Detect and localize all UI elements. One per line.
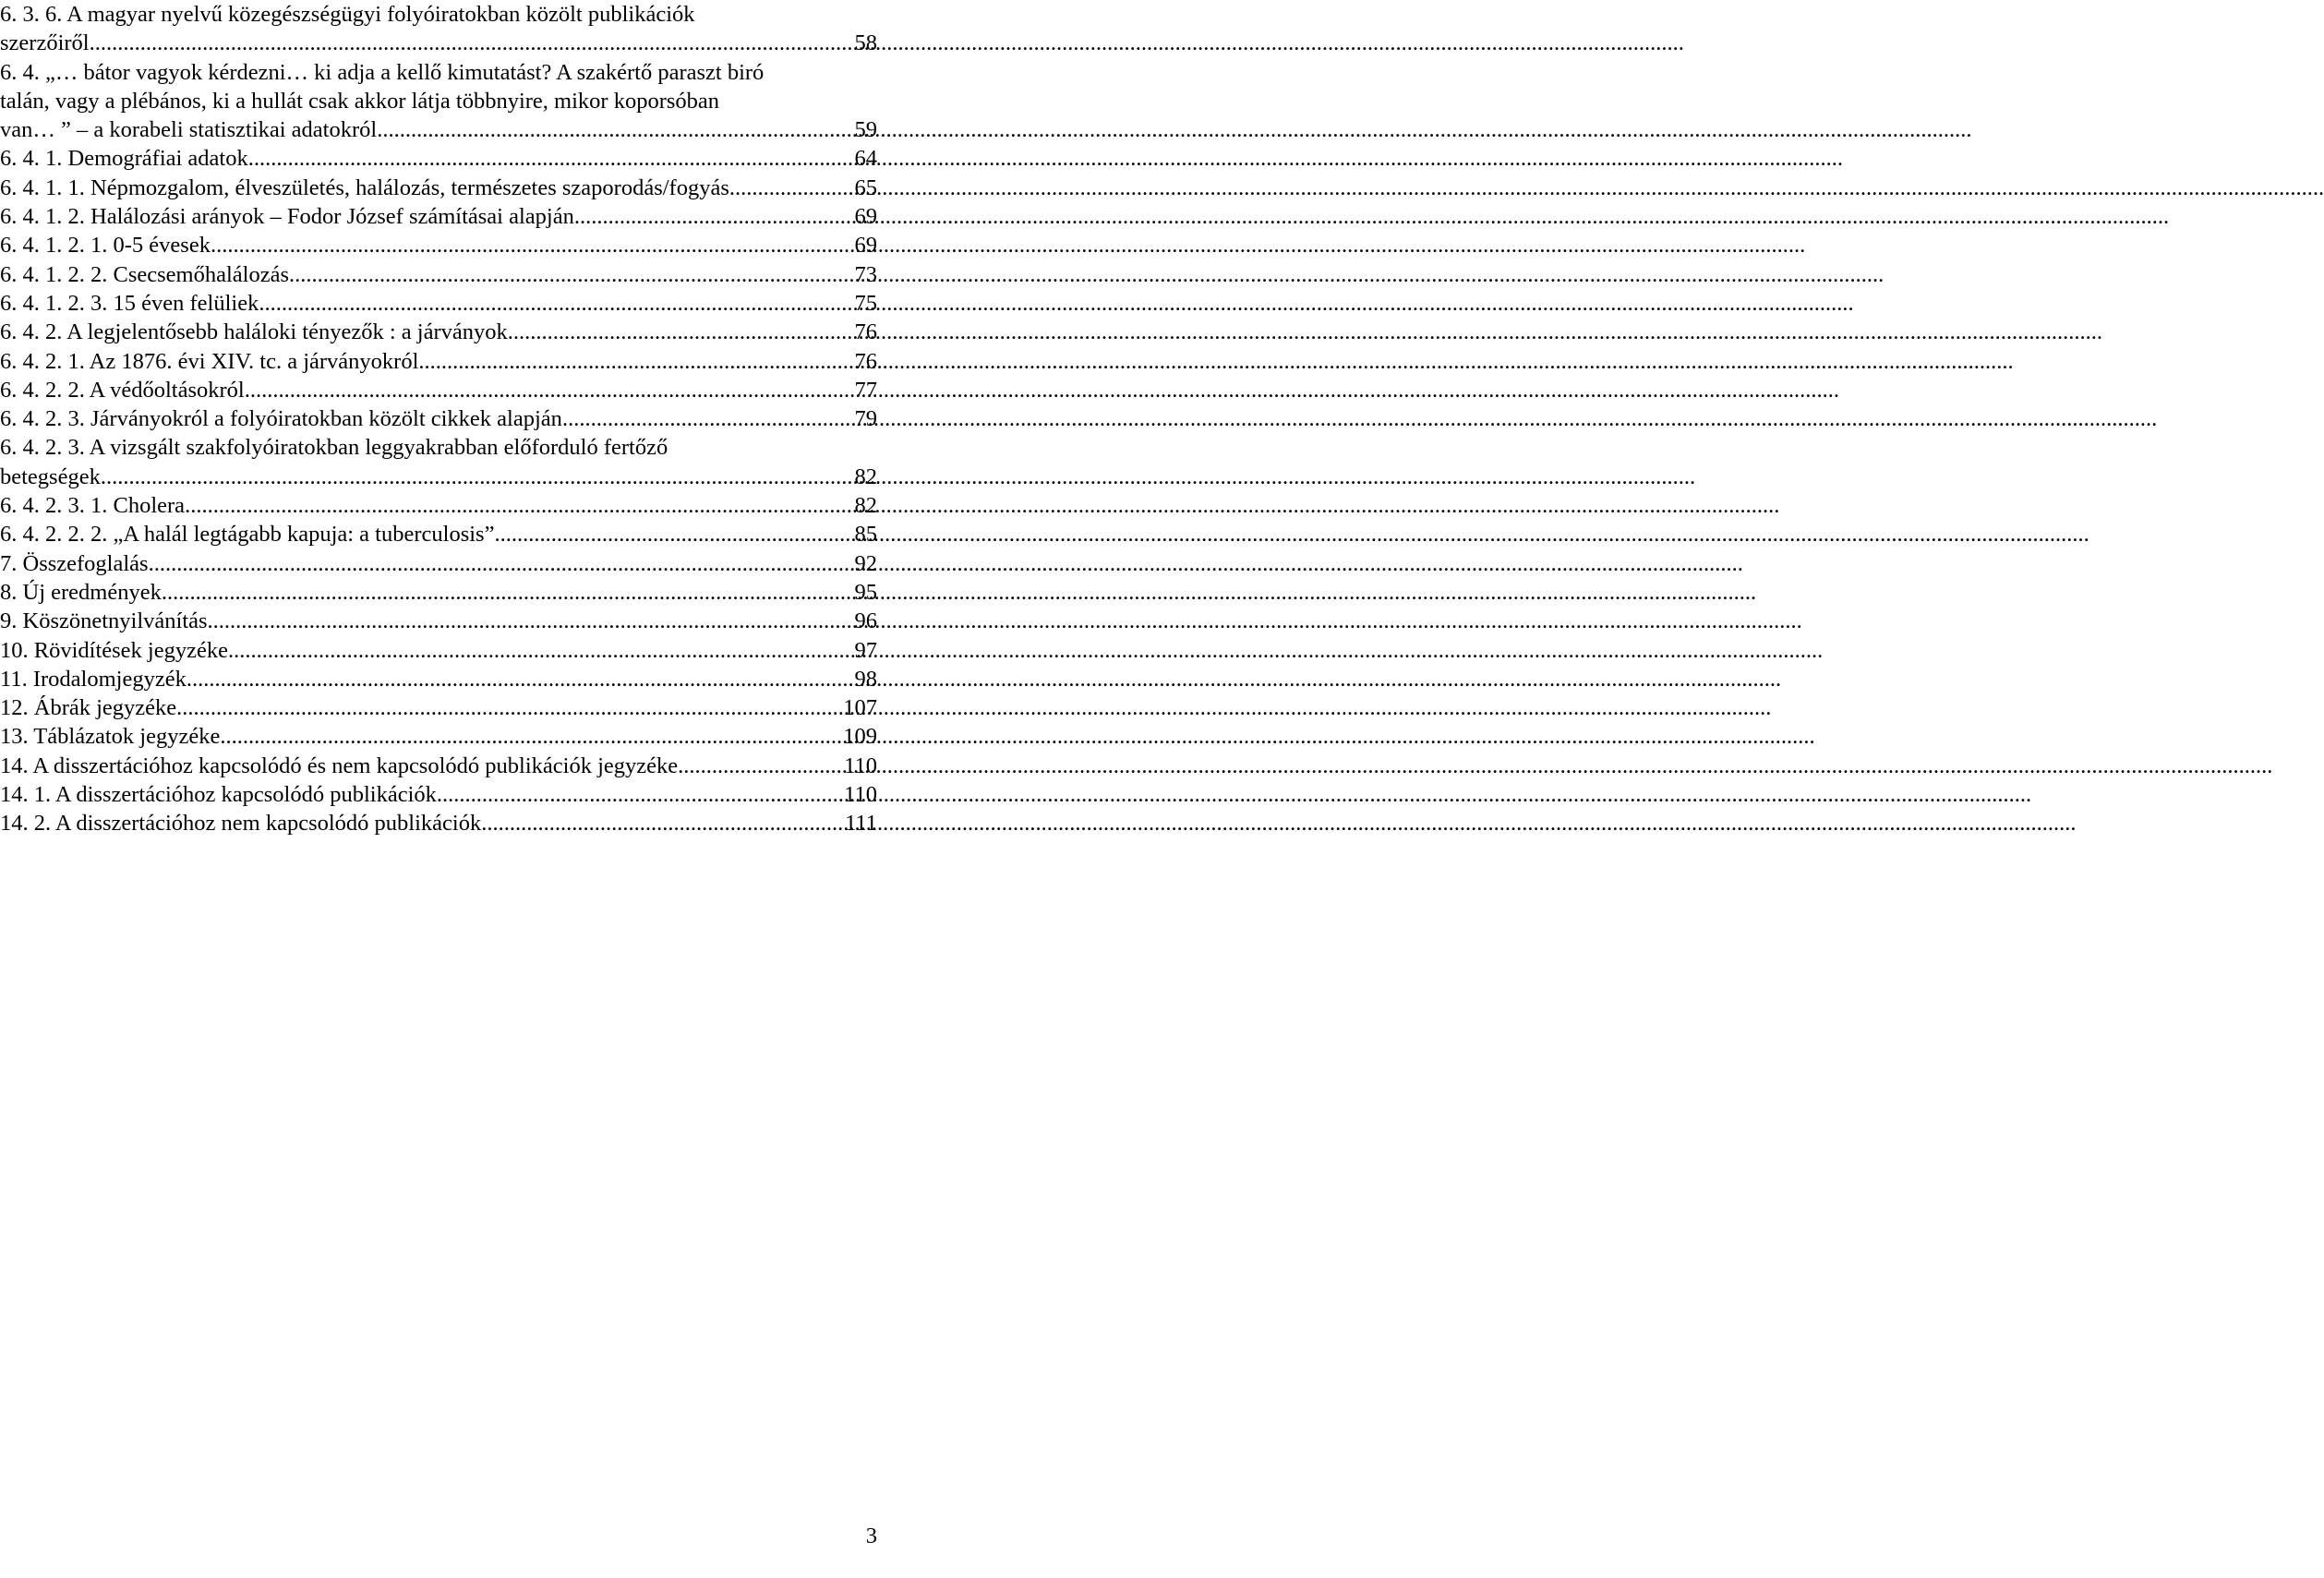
leader-dots: [377, 115, 849, 144]
toc-page-number: 75: [854, 290, 877, 316]
toc-page-number: 107: [843, 695, 877, 721]
toc-page-number: 65: [854, 175, 877, 200]
toc-page-number: 73: [854, 261, 877, 287]
toc-entry-14[interactable]: [0, 752, 877, 780]
leader-dots: [289, 260, 849, 289]
toc-entry-6-4-2-3b[interactable]: [0, 433, 877, 491]
toc-entry-14-2[interactable]: [0, 809, 877, 837]
toc-page-number: 76: [854, 348, 877, 374]
toc-entry-title: 7. Összefoglalás: [0, 550, 149, 576]
toc-page-number: 92: [854, 550, 877, 576]
leader-dots: [220, 722, 837, 751]
toc-entry-title: 6. 4. 1. 2. 1. 0-5 évesek: [0, 233, 211, 259]
toc-page-number: 69: [854, 233, 877, 259]
toc-page-number: 79: [854, 406, 877, 432]
leader-dots: [208, 607, 849, 635]
toc-entry-8[interactable]: [0, 578, 877, 607]
toc-entry-title: 6. 4. 1. 2. 3. 15 éven felüliek: [0, 290, 259, 316]
toc-entry-6-4-1-2-1[interactable]: [0, 231, 877, 259]
toc-page-number: 82: [854, 464, 877, 489]
toc-entry-6-4-1-2-3[interactable]: [0, 289, 877, 318]
leader-dots: [678, 752, 838, 780]
leader-dots: [228, 636, 849, 665]
toc-entry-title: 6. 4. 2. A legjelentősebb haláloki tényezők : a járványok: [0, 319, 508, 345]
leader-dots: [574, 202, 849, 231]
leader-dots: [562, 404, 849, 433]
toc-entry-6-4-2-1[interactable]: [0, 347, 877, 376]
toc-entry-14-1[interactable]: [0, 780, 877, 809]
toc-entry-6-4[interactable]: [0, 58, 877, 145]
toc-entry-title: van… ” – a korabeli statisztikai adatokról: [0, 117, 378, 143]
toc-entry-title: 13. Táblázatok jegyzéke: [0, 724, 221, 750]
toc-page-number: 85: [854, 522, 877, 548]
toc-entry-title: 14. 1. A disszertációhoz kapcsolódó publikációk: [0, 782, 437, 808]
toc-entry-title: 6. 4. 2. 1. Az 1876. évi XIV. tc. a járványokról: [0, 348, 419, 374]
leader-dots: [418, 347, 849, 376]
toc-entry-title: 11. Irodalomjegyzék: [0, 666, 187, 692]
toc-entry-6-3-6[interactable]: [0, 0, 877, 58]
toc-entry-title: 6. 4. 1. Demográfiai adatok: [0, 146, 248, 172]
toc-entry-title: 9. Köszönetnyilvánítás: [0, 608, 208, 634]
leader-dots: [162, 578, 849, 607]
toc-page-number: 58: [854, 30, 877, 56]
toc-entry-6-4-1-2[interactable]: [0, 202, 877, 231]
toc-entry-title: 14. A disszertációhoz kapcsolódó és nem kapcsolódó publikációk jegyzéke: [0, 753, 679, 778]
leader-dots: [187, 665, 849, 693]
toc-page-number: 97: [854, 637, 877, 663]
leader-dots: [90, 29, 849, 57]
toc-entry-text: 6. 4. 2. 3. A vizsgált szakfolyóiratokban leggyakrabban előforduló fertőző: [0, 435, 668, 461]
toc-page-number: 95: [854, 579, 877, 605]
page-number: 3: [865, 1524, 877, 1548]
toc-entry-7[interactable]: [0, 549, 877, 578]
leader-dots: [729, 174, 849, 202]
toc-page-number: 59: [854, 117, 877, 143]
toc-page-number: 111: [845, 811, 877, 837]
toc-entry-title: 6. 4. 2. 2. 2. „A halál legtágabb kapuja: a tuberculosis”: [0, 522, 495, 548]
toc-entry-title: 12. Ábrák jegyzéke: [0, 695, 177, 721]
toc-entry-title: 6. 4. 1. 2. Halálozási arányok – Fodor József számításai alapján: [0, 204, 574, 230]
leader-dots: [149, 549, 849, 578]
toc-page-number: 76: [854, 319, 877, 345]
leader-dots: [176, 693, 837, 722]
toc-entry-title: 14. 2. A disszertációhoz nem kapcsolódó publikációk: [0, 811, 482, 837]
toc-entry-title: 6. 4. 1. 1. Népmozgalom, élveszületés, halálozás, természetes szaporodás/fogyás: [0, 175, 729, 200]
toc-entry-title: 6. 4. 2. 3. Járványokról a folyóiratokban közölt cikkek alapján: [0, 406, 562, 432]
toc-entry-11[interactable]: [0, 665, 877, 693]
toc-entry-6-4-1[interactable]: [0, 144, 877, 173]
toc-entry-title: 8. Új eredmények: [0, 579, 162, 605]
toc-page-number: 96: [854, 608, 877, 634]
toc-page-number: 82: [854, 493, 877, 519]
toc-page-number: 110: [844, 782, 877, 808]
toc-entry-12[interactable]: [0, 693, 877, 722]
toc-entry-6-4-2-2[interactable]: [0, 376, 877, 404]
toc-page-number: 64: [854, 146, 877, 172]
leader-dots: [437, 780, 838, 809]
toc-entry-title: szerzőiről: [0, 30, 90, 56]
toc-entry-6-4-2-2-2[interactable]: [0, 520, 877, 548]
toc-entry-6-4-1-2-2[interactable]: [0, 260, 877, 289]
leader-dots: [259, 289, 849, 318]
toc-entry-title: 6. 4. 2. 3. 1. Cholera: [0, 493, 186, 519]
toc-page-number: 69: [854, 204, 877, 230]
toc-entry-text: talán, vagy a plébános, ki a hullát csak akkor látja többnyire, mikor koporsóban: [0, 88, 720, 114]
leader-dots: [248, 144, 849, 173]
toc-entry-text: 6. 4. „… bátor vagyok kérdezni… ki adja a kellő kimutatást? A szakértő paraszt biró: [0, 59, 765, 85]
toc-entry-title: 6. 4. 1. 2. 2. Csecsemőhalálozás: [0, 261, 289, 287]
toc-entry-title: betegségek: [0, 464, 101, 489]
toc-entry-title: 10. Rövidítések jegyzéke: [0, 637, 228, 663]
toc-entry-6-4-2-3-1[interactable]: [0, 491, 877, 520]
leader-dots: [481, 809, 839, 837]
leader-dots: [508, 318, 849, 346]
toc-entry-13[interactable]: [0, 722, 877, 751]
toc-entry-6-4-2-3[interactable]: [0, 404, 877, 433]
leader-dots: [101, 463, 849, 491]
toc-page-number: 77: [854, 377, 877, 403]
table-of-contents: [0, 0, 877, 838]
leader-dots: [494, 520, 849, 548]
toc-entry-title: 6. 4. 2. 2. A védőoltásokról: [0, 377, 245, 403]
toc-entry-10[interactable]: [0, 636, 877, 665]
toc-entry-6-4-2[interactable]: [0, 318, 877, 346]
leader-dots: [245, 376, 849, 404]
toc-page-number: 110: [844, 753, 877, 778]
leader-dots: [211, 231, 849, 259]
toc-entry-text: 6. 3. 6. A magyar nyelvű közegészségügyi folyóiratokban közölt publikációk: [0, 2, 695, 27]
leader-dots: [185, 491, 849, 520]
toc-entry-6-4-1-1[interactable]: [0, 174, 877, 202]
toc-page-number: 98: [854, 666, 877, 692]
toc-page-number: 109: [843, 724, 877, 750]
toc-entry-9[interactable]: [0, 607, 877, 635]
